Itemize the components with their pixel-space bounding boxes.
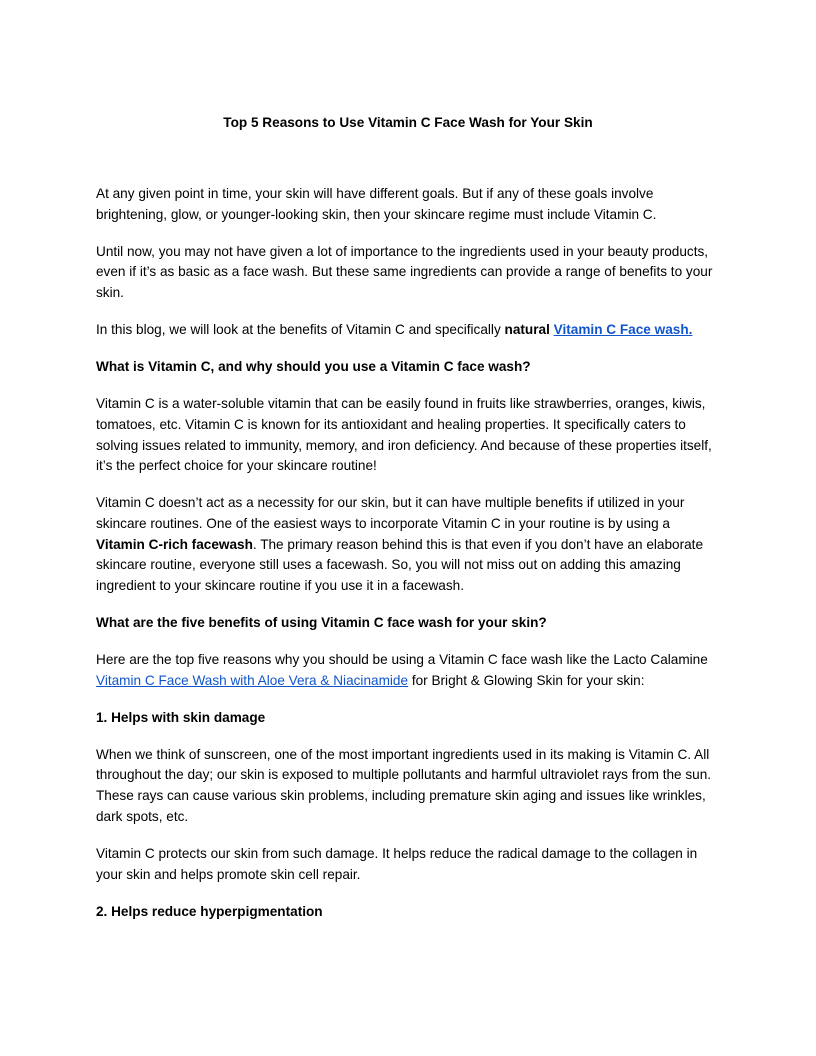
vitamin-c-face-wash-aloe-vera-link[interactable]: Vitamin C Face Wash with Aloe Vera & Niacinamide [96,672,409,688]
intro-paragraph-2: Until now, you may not have given a lot of importance to the ingredients used in your beauty products, even if it’s as basic as a face wash. But these same ingredients can provide a range of benefits to your skin. [96,243,713,301]
benefit-1-paragraph-1: When we think of sunscreen, one of the most important ingredients used in its making is Vitamin C. All throughout the day; our skin is exposed to multiple pollutants and harmful ultraviolet rays from the sun. These rays can cause various skin problems, including premature skin aging and issues like wrinkles, dark spots, etc. [96,746,712,824]
section1-paragraph-1: Vitamin C is a water-soluble vitamin that can be easily found in fruits like strawberries, oranges, kiwis, tomatoes, etc. Vitamin C is known for its antioxidant and healing properties. It specifically caters to solving issues related to immunity, memory, and iron deficiency. And because of these properties itself, it’s the perfect choice for your skincare routine! [96,396,712,474]
vitamin-c-face-wash-link[interactable]: Vitamin C Face wash. [553,322,693,338]
section-heading-five-benefits: What are the five benefits of using Vitamin C face wash for your skin? [96,615,547,631]
document-title: Top 5 Reasons to Use Vitamin C Face Wash for Your Skin [223,115,593,130]
intro-paragraph-1: At any given point in time, your skin will have different goals. But if any of these goals involve brightening, glow, or younger-looking skin, then your skincare regime must include Vitamin C. [96,186,657,222]
section1-paragraph-2-text-2: . The primary reason behind this is that even if you don’t have an elaborate skincare routine, everyone still uses a facewash. So, you will not miss out on adding this amazing ingredient to your skincare routine if you use it in a facewash. [96,536,704,594]
benefit-2-heading: 2. Helps reduce hyperpigmentation [96,903,323,919]
intro-paragraph-3-text: In this blog, we will look at the benefits of Vitamin C and specifically [96,322,505,338]
section2-paragraph-1 [96,650,722,691]
section2-paragraph-1-text-2: for Bright & Glowing Skin for your skin: [408,672,645,688]
section1-paragraph-2-text-1: Vitamin C doesn’t act as a necessity for our skin, but it can have multiple benefits if utilized in your skincare routines. One of the easiest ways to incorporate Vitamin C in your routine is by using a [96,495,685,531]
section-heading-what-is-vitamin-c: What is Vitamin C, and why should you use a Vitamin C face wash? [96,359,531,375]
document-body [96,184,722,939]
section2-paragraph-1-text-1: Here are the top five reasons why you should be using a Vitamin C face wash like the Lacto Calamine [96,652,708,668]
benefit-1-heading: 1. Helps with skin damage [96,709,266,725]
section1-paragraph-2 [96,493,722,597]
natural-bold-text: natural [504,322,550,338]
vitamin-c-rich-facewash-bold: Vitamin C-rich facewash [96,536,253,552]
benefit-1-paragraph-2: Vitamin C protects our skin from such damage. It helps reduce the radical damage to the collagen in your skin and helps promote skin cell repair. [96,845,698,882]
intro-paragraph-3 [96,320,722,341]
